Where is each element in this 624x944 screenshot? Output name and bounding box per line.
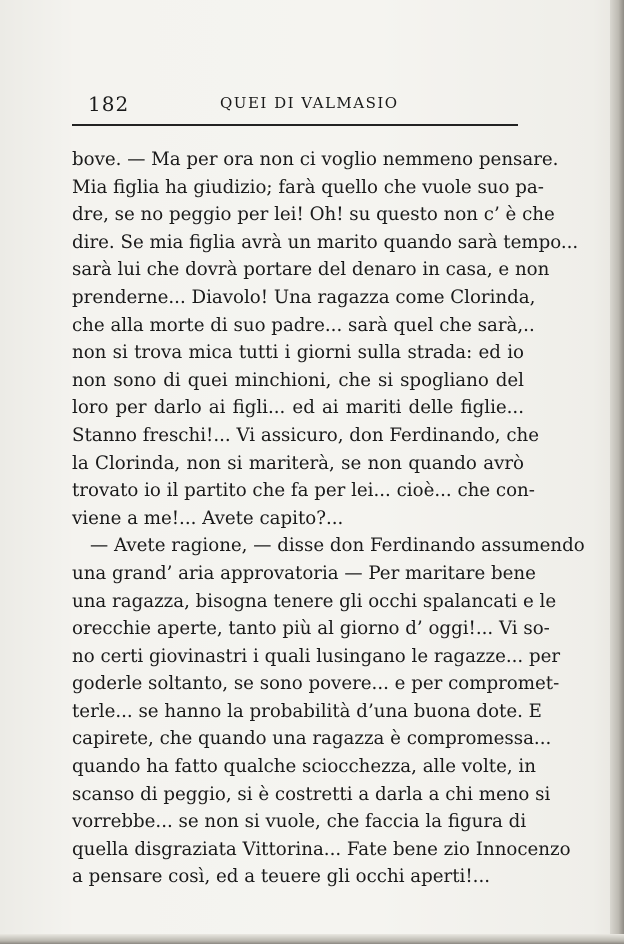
page-number: 182 [88,92,130,116]
text-line: vorrebbe... se non si vuole, che faccia la figura di [72,811,527,833]
text-line: quella disgraziata Vittorina... Fate bene zio Innocenzo [72,838,571,860]
text-line: a pensare così, ed a teuere gli occhi aperti!... [72,866,491,888]
text-line: terle... se hanno la probabilità d’una buona dote. E [72,700,542,722]
text-line: la Clorinda, non si mariterà, se non quando avrò [72,452,524,474]
header-rule [72,124,518,126]
running-title: QUEI DI VALMASIO [220,94,399,112]
text-line: loro per darlo ai figli... ed ai mariti delle figlie... [72,397,524,419]
text-line: una grand’ aria approvatoria — Per maritare bene [72,562,536,584]
text-line: scanso di peggio, si è costretti a darla a chi meno si [72,783,551,805]
text-line: no certi giovinastri i quali lusingano le ragazze... per [72,645,561,667]
text-line: sarà lui che dovrà portare del denaro in casa, e non [72,259,550,281]
text-line: trovato io il partito che fa per lei... cioè... che con- [72,480,535,502]
page-edge-shadow [610,0,624,944]
text-line: goderle soltanto, se sono povere... e per compromet- [72,673,560,695]
text-line: quando ha fatto qualche sciocchezza, alle volte, in [72,756,536,778]
body-text [72,146,585,891]
text-line: non si trova mica tutti i giorni sulla strada: ed io [72,342,524,364]
text-line: una ragazza, bisogna tenere gli occhi spalancati e le [72,590,557,612]
text-line: Mia figlia ha giudizio; farà quello che vuole suo pa- [72,176,544,198]
text-line: capirete, che quando una ragazza è compromessa... [72,728,552,750]
text-line: non sono di quei minchioni, che si spogliano del [72,369,524,391]
text-line: dre, se no peggio per lei! Oh! su questo non c’ è che [72,204,555,226]
text-line: — Avete ragione, — disse don Ferdinando assumendo [90,535,585,557]
text-line: prenderne... Diavolo! Una ragazza come Clorinda, [72,286,536,308]
text-line: orecchie aperte, tanto più al giorno d’ oggi!... Vi so- [72,618,550,640]
text-line: viene a me!... Avete capito?... [72,507,344,529]
text-line: che alla morte di suo padre... sarà quel che sarà,.. [72,314,535,336]
page-bottom-edge [0,934,624,944]
text-line: bove. — Ma per ora non ci voglio nemmeno pensare. [72,149,559,170]
text-line: Stanno freschi!... Vi assicuro, don Ferdinando, che [72,424,540,446]
text-line: dire. Se mia figlia avrà un marito quando sarà tempo... [72,231,579,253]
